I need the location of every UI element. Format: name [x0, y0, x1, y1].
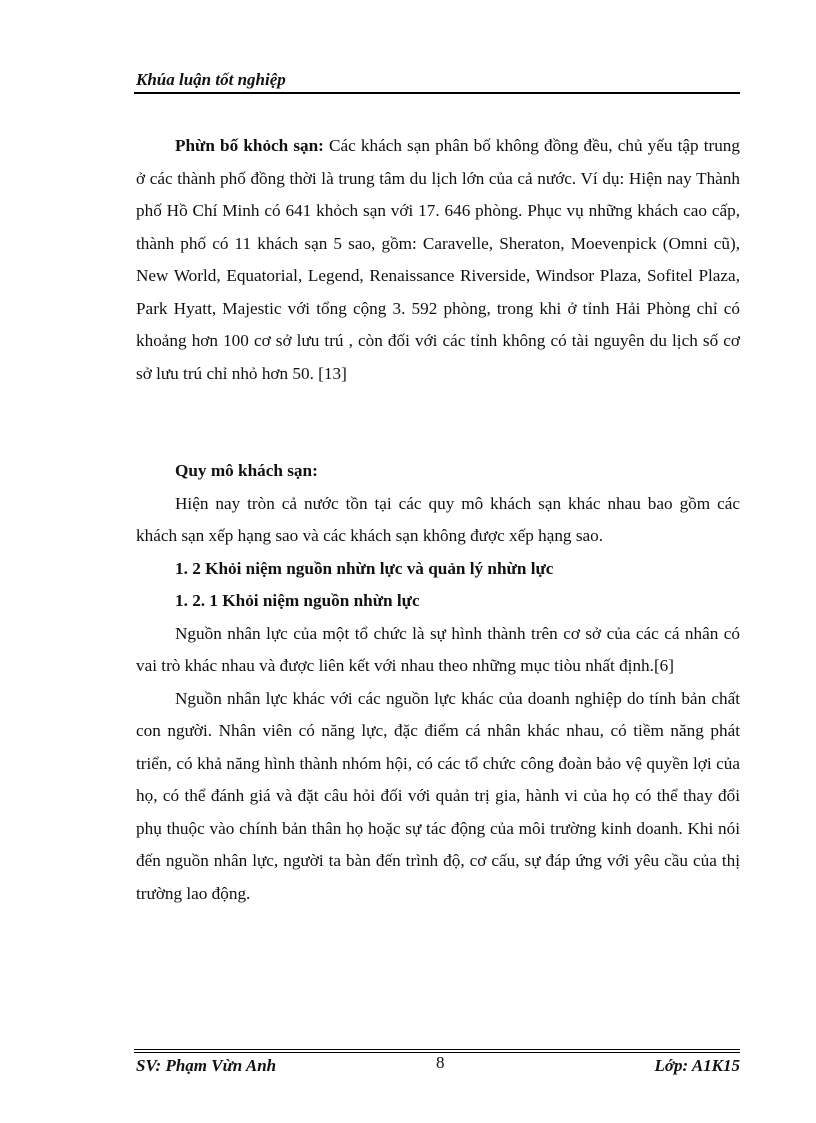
- footer-divider-top: [134, 1049, 740, 1050]
- paragraph-hr-difference: Nguồn nhân lực khác với các nguồn lực khác của doanh nghiệp do tính bản chất con người. Nhân viên có năng lực, đặc điểm cá nhân khác nhau, có tiềm năng phát triển, có khả năng hình thành nhóm hội, có các tổ chức công đoàn bảo vệ quyền lợi của họ, có thể đánh giá và đặt câu hỏi đối với quản trị gia, hành vi của họ có thể thay đổi phụ thuộc vào chính bản thân họ hoặc sự tác động của môi trường kinh doanh. Khi nói đến nguồn nhân lực, người ta bàn đến trình độ, cơ cấu, sự đáp ứng với yêu cầu của thị trường lao động.: [136, 688, 740, 903]
- header-divider: [134, 92, 740, 94]
- heading-hotel-scale: Quy mô khách sạn:: [175, 461, 318, 480]
- section-heading-1-2-1: 1. 2. 1 Khỏi niệm nguồn nhừn lực: [175, 591, 420, 610]
- paragraph-hotel-scale: Hiện nay tròn cả nước tồn tại các quy mô khách sạn khác nhau bao gồm các khách sạn xếp hạng sao và các khách sạn không được xếp hạng sao.: [136, 493, 740, 545]
- paragraph-lead-heading: Phừn bố khỏch sạn:: [175, 136, 324, 155]
- spacer: [136, 390, 740, 455]
- footer-student-name: SV: Phạm Vừn Anh: [136, 1056, 277, 1075]
- paragraph-hr-definition: Nguồn nhân lực của một tổ chức là sự hình thành trên cơ sở của các cá nhân có vai trò khác nhau và được liên kết với nhau theo những mục tiòu nhất định.[6]: [136, 623, 740, 675]
- section-heading-1-2: 1. 2 Khỏi niệm nguồn nhừn lực và quản lý nhừn lực: [175, 558, 554, 578]
- footer-class-label: Lớp: A1K15: [654, 1056, 740, 1075]
- document-body: [136, 130, 740, 910]
- paragraph-text: Các khách sạn phân bố không đồng đều, chủ yếu tập trung ở các thành phố đồng thời là trung tâm du lịch lớn của cả nước. Ví dụ: Hiện nay Thành phố Hồ Chí Minh có 641 khỏch sạn với 17. 646 phòng. Phục vụ những khách cao cấp, thành phố có 11 khách sạn 5 sao, gồm: Caravelle, Sheraton, Moevenpick (Omni cũ), New World, Equatorial, Legend, Renaissance Riverside, Windsor Plaza, Sofitel Plaza, Park Hyatt, Majestic với tổng cộng 3. 592 phòng, trong khi ở tỉnh Hải Phòng chỉ có khoảng hơn 100 cơ sở lưu trú , còn đối với các tỉnh không có tài nguyên du lịch số cơ sở lưu trú chỉ nhỏ hơn 50. [13]: [136, 136, 740, 383]
- paragraph-hotel-distribution: [136, 130, 740, 390]
- document-header-title: Khúa luận tốt nghiệp: [136, 70, 286, 89]
- page-number: 8: [436, 1053, 445, 1072]
